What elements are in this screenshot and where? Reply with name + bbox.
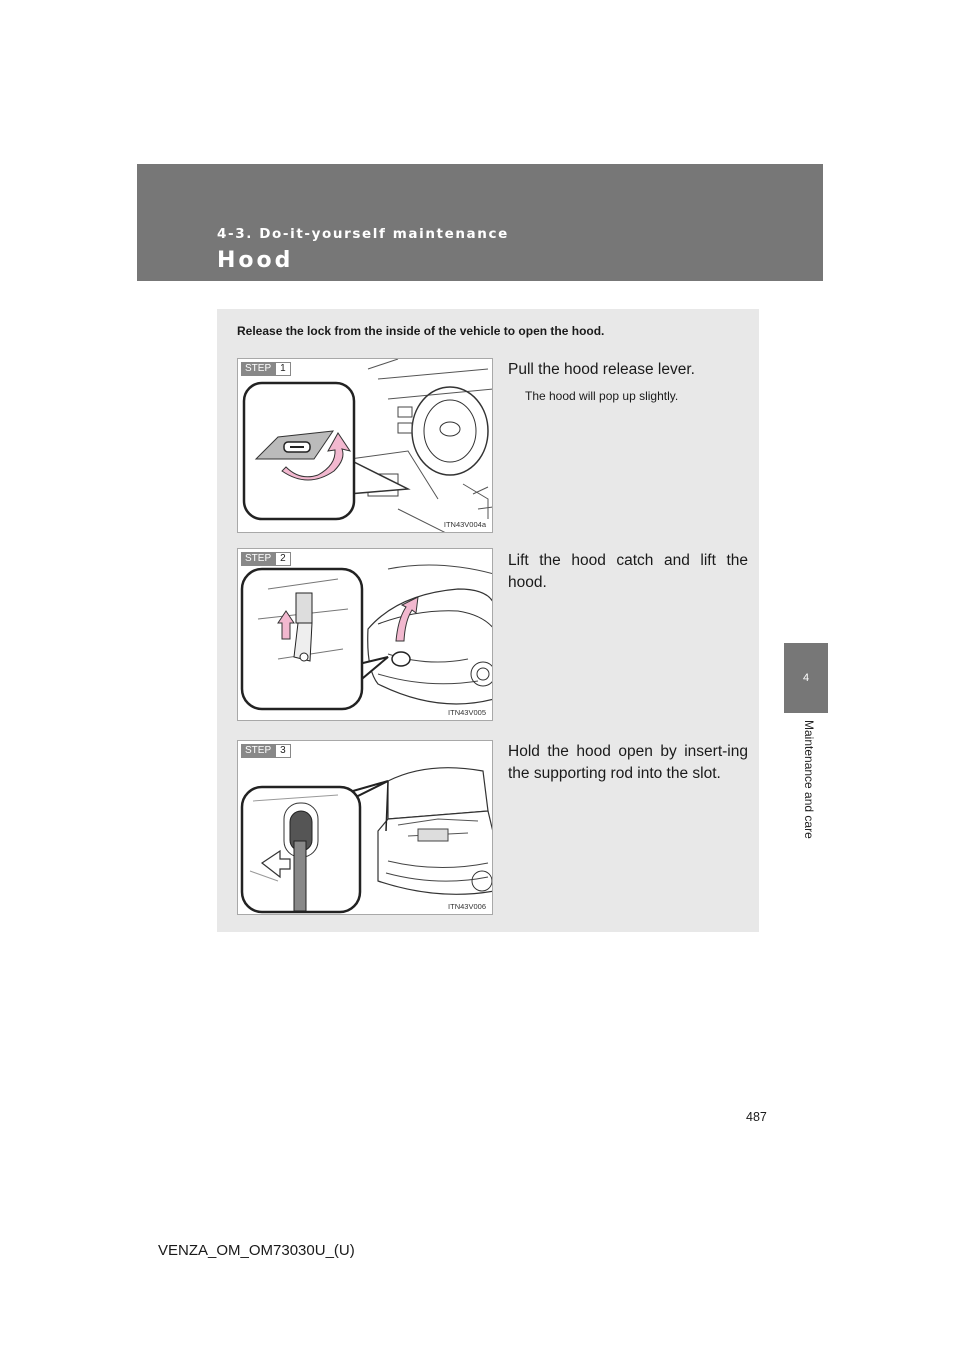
page-number: 487 — [746, 1110, 767, 1124]
step-1-text: Pull the hood release lever. — [508, 361, 695, 378]
hood-catch-drawing — [238, 549, 493, 721]
step-badge-number: 2 — [275, 552, 291, 566]
step-3-illustration — [237, 740, 493, 915]
content-panel — [217, 309, 759, 932]
step-badge-label: STEP — [241, 362, 275, 376]
image-code: ITN43V005 — [448, 708, 486, 717]
chapter-tab[interactable] — [784, 643, 828, 713]
document-id: VENZA_OM_OM73030U_(U) — [158, 1242, 355, 1259]
step-3-text: Hold the hood open by insert-ing the supporting rod into the slot. — [508, 743, 748, 782]
chapter-header — [137, 164, 823, 281]
section-label: 4-3. Do-it-yourself maintenance — [217, 226, 509, 242]
page-title: Hood — [217, 248, 294, 273]
step-2-badge — [241, 552, 291, 566]
step-badge-label: STEP — [241, 744, 275, 758]
chapter-tab-label: Maintenance and care — [802, 720, 816, 839]
step-2-text: Lift the hood catch and lift the hood. — [508, 552, 748, 591]
support-rod-drawing — [238, 741, 493, 915]
step-badge-number: 3 — [275, 744, 291, 758]
hood-release-lever-drawing — [238, 359, 493, 533]
intro-text: Release the lock from the inside of the vehicle to open the hood. — [237, 324, 605, 338]
step-1-badge — [241, 362, 291, 376]
chapter-tab-number: 4 — [802, 672, 810, 684]
step-badge-label: STEP — [241, 552, 275, 566]
step-3-badge — [241, 744, 291, 758]
image-code: ITN43V006 — [448, 902, 486, 911]
step-1-note: The hood will pop up slightly. — [525, 389, 679, 403]
image-code: ITN43V004a — [443, 520, 486, 529]
step-2-illustration — [237, 548, 493, 721]
step-1-illustration — [237, 358, 493, 533]
step-badge-number: 1 — [275, 362, 291, 376]
